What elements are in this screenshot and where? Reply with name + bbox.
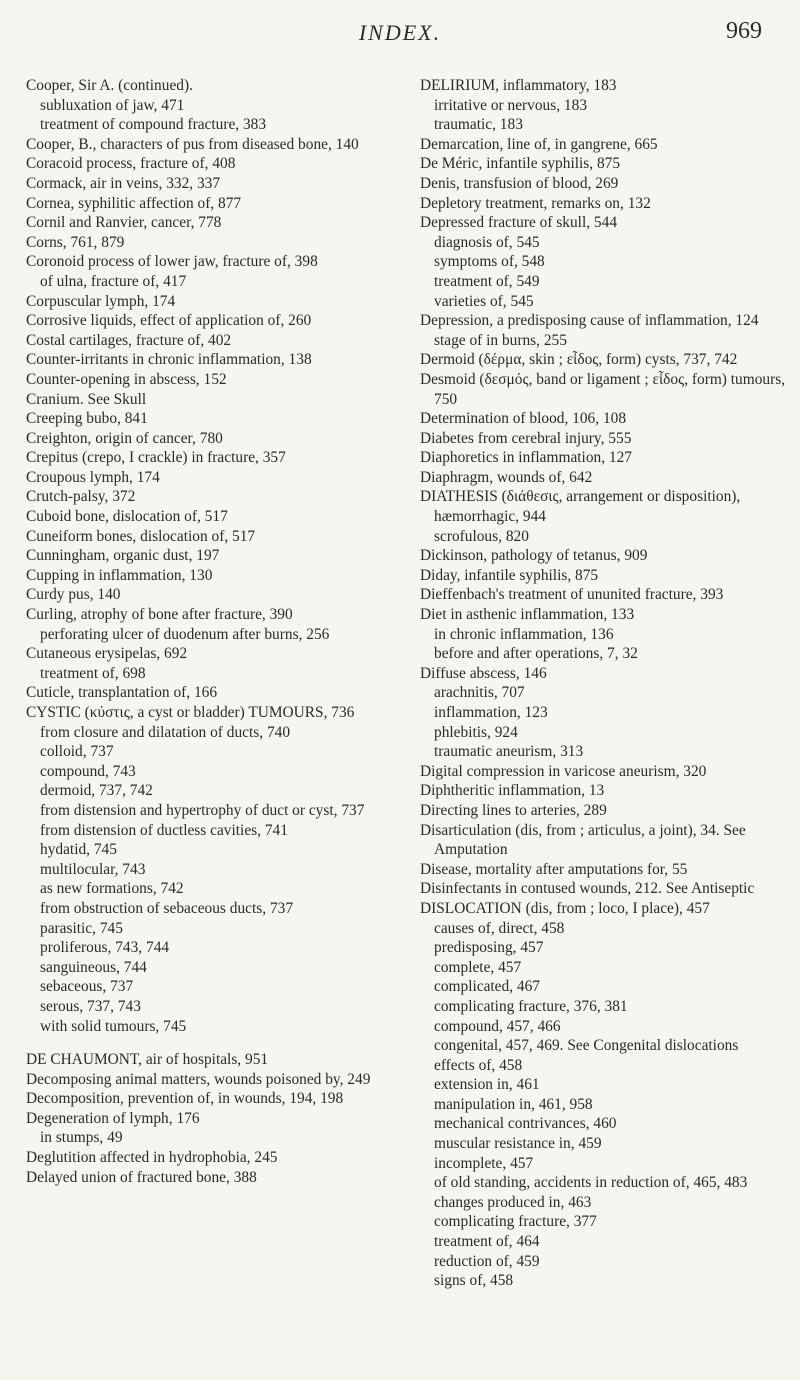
index-subentry: as new formations, 742 [40, 880, 184, 898]
index-subentry: in chronic inflammation, 136 [434, 625, 614, 643]
index-subentry: inflammation, 123 [434, 704, 548, 721]
index-subentry: effects of, 458 [434, 1056, 523, 1074]
index-subentry: arachnitis, 707 [434, 684, 525, 702]
index-subentry: stage of in burns, 255 [434, 331, 567, 349]
index-entry: Disease, mortality after amputations for, 55 [420, 860, 688, 878]
index-subentry: irritative or nervous, 183 [434, 96, 588, 114]
index-subentry: from distension and hypertrophy of duct or cyst, 737 [40, 801, 365, 819]
index-subentry: mechanical contrivances, 460 [434, 1115, 617, 1133]
index-subentry: complicating fracture, 377 [434, 1213, 597, 1231]
index-entry: Diabetes from cerebral injury, 555 [420, 429, 632, 447]
index-subentry: complicating fracture, 376, 381 [434, 997, 628, 1015]
index-entry: Cranium. See Skull [26, 390, 147, 408]
index-subentry: manipulation in, 461, 958 [434, 1095, 593, 1113]
index-subentry: of ulna, fracture of, 417 [40, 272, 187, 290]
index-entry: DIATHESIS (διάθεσις, arrangement or disposition), hæmorrhagic, 944 [420, 488, 741, 526]
index-subentry: scrofulous, 820 [434, 527, 529, 545]
index-subentry: from obstruction of sebaceous ducts, 737 [40, 899, 294, 917]
index-subentry: before and after operations, 7, 32 [434, 645, 638, 663]
index-entry: DELIRIUM, inflammatory, 183 [420, 77, 617, 94]
index-entry: Cuneiform bones, dislocation of, 517 [26, 527, 256, 545]
index-subentry: treatment of, 698 [40, 664, 146, 682]
index-entry: Diday, infantile syphilis, 875 [420, 566, 599, 584]
index-entry: Cooper, Sir A. (continued). [26, 77, 193, 94]
index-subentry: symptoms of, 548 [434, 253, 545, 271]
index-columns [26, 76, 786, 1291]
index-entry: Directing lines to arteries, 289 [420, 801, 607, 819]
index-entry: Creeping bubo, 841 [26, 410, 148, 428]
index-subentry: complicated, 467 [434, 978, 540, 996]
index-entry: Dieffenbach's treatment of ununited fracture, 393 [420, 586, 724, 604]
index-entry: Diaphoretics in inflammation, 127 [420, 449, 633, 467]
index-entry: Deglutition affected in hydrophobia, 245 [26, 1149, 278, 1167]
index-entry: Cornil and Ranvier, cancer, 778 [26, 214, 222, 232]
index-entry: Curling, atrophy of bone after fracture, 390 [26, 606, 293, 624]
index-entry: Dermoid (δέρμα, skin ; εἶδος, form) cysts, 737, 742 [420, 351, 738, 369]
index-subentry: from distension of ductless cavities, 741 [40, 821, 288, 839]
index-entry: CYSTIC (κύστις, a cyst or bladder) TUMOURS, 736 [26, 704, 355, 721]
index-entry: Crutch-palsy, 372 [26, 488, 136, 506]
index-subentry: predisposing, 457 [434, 939, 544, 957]
index-subentry: signs of, 458 [434, 1272, 514, 1290]
index-subentry: subluxation of jaw, 471 [40, 96, 185, 114]
index-entry: Diphtheritic inflammation, 13 [420, 782, 605, 800]
index-subentry: compound, 743 [40, 762, 136, 780]
index-entry: Corrosive liquids, effect of application of, 260 [26, 312, 312, 330]
index-subentry: dermoid, 737, 742 [40, 782, 153, 800]
index-subentry: parasitic, 745 [40, 919, 123, 937]
index-subentry: changes produced in, 463 [434, 1193, 592, 1211]
index-entry: Corns, 761, 879 [26, 233, 125, 251]
index-subentry: reduction of, 459 [434, 1252, 540, 1270]
index-entry: Digital compression in varicose aneurism, 320 [420, 762, 707, 780]
section-gap [26, 1036, 392, 1050]
index-subentry: traumatic, 183 [434, 116, 523, 134]
index-subentry: with solid tumours, 745 [40, 1017, 187, 1035]
index-subentry: varieties of, 545 [434, 292, 534, 310]
index-subentry: phlebitis, 924 [434, 723, 518, 741]
index-subentry: extension in, 461 [434, 1076, 540, 1094]
index-entry: Creighton, origin of cancer, 780 [26, 429, 223, 447]
index-entry: Curdy pus, 140 [26, 586, 121, 604]
index-entry: Desmoid (δεσμός, band or ligament ; εἶδος, form) tumours, 750 [420, 370, 786, 408]
index-entry: Counter-opening in abscess, 152 [26, 370, 227, 388]
index-entry: Cornea, syphilitic affection of, 877 [26, 194, 242, 212]
index-subentry: complete, 457 [434, 958, 522, 976]
index-subentry: congenital, 457, 469. See Congenital dislocations [434, 1037, 739, 1055]
page-header [0, 0, 800, 70]
index-subentry: sebaceous, 737 [40, 978, 134, 996]
index-subentry: serous, 737, 743 [40, 997, 141, 1015]
index-subentry: hydatid, 745 [40, 841, 117, 859]
index-subentry: in stumps, 49 [40, 1129, 123, 1147]
index-column-right [420, 76, 786, 1291]
index-entry: Cupping in inflammation, 130 [26, 566, 213, 584]
index-entry: Determination of blood, 106, 108 [420, 410, 627, 428]
index-entry: Depressed fracture of skull, 544 [420, 214, 618, 232]
index-entry: DE CHAUMONT, air of hospitals, 951 [26, 1051, 269, 1069]
page-number: 969 [726, 18, 762, 44]
index-entry: Corpuscular lymph, 174 [26, 292, 176, 310]
index-subentry: causes of, direct, 458 [434, 919, 565, 937]
index-entry: Cormack, air in veins, 332, 337 [26, 174, 221, 192]
index-subentry: treatment of compound fracture, 383 [40, 116, 267, 134]
index-entry: De Méric, infantile syphilis, 875 [420, 155, 621, 173]
index-entry: Denis, transfusion of blood, 269 [420, 174, 619, 192]
index-subentry: traumatic aneurism, 313 [434, 743, 584, 761]
index-subentry: proliferous, 743, 744 [40, 939, 170, 957]
index-entry: Decomposing animal matters, wounds poisoned by, 249 [26, 1070, 371, 1088]
index-entry: Delayed union of fractured bone, 388 [26, 1168, 257, 1186]
index-entry: Coronoid process of lower jaw, fracture of, 398 [26, 253, 318, 271]
index-entry: Cooper, B., characters of pus from diseased bone, 140 [26, 135, 359, 153]
index-subentry: treatment of, 549 [434, 272, 540, 290]
index-entry: Cuboid bone, dislocation of, 517 [26, 508, 228, 526]
index-entry: DISLOCATION (dis, from ; loco, I place), 457 [420, 899, 710, 917]
index-entry: Disinfectants in contused wounds, 212. See Antiseptic [420, 880, 755, 898]
index-entry: Depletory treatment, remarks on, 132 [420, 194, 651, 212]
index-entry: Disarticulation (dis, from ; articulus, a joint), 34. See Amputation [420, 821, 746, 859]
index-entry: Cutaneous erysipelas, 692 [26, 645, 188, 663]
index-subentry: sanguineous, 744 [40, 958, 147, 976]
index-subentry: treatment of, 464 [434, 1233, 540, 1251]
index-subentry: compound, 457, 466 [434, 1017, 561, 1035]
index-entry: Diet in asthenic inflammation, 133 [420, 606, 635, 624]
index-subentry: multilocular, 743 [40, 860, 146, 878]
index-entry: Counter-irritants in chronic inflammation, 138 [26, 351, 312, 369]
index-entry: Cunningham, organic dust, 197 [26, 547, 220, 565]
index-entry: Dickinson, pathology of tetanus, 909 [420, 547, 648, 565]
index-subentry: colloid, 737 [40, 743, 114, 761]
index-subentry: diagnosis of, 545 [434, 233, 540, 251]
index-entry: Decomposition, prevention of, in wounds, 194, 198 [26, 1090, 344, 1108]
index-entry: Cuticle, transplantation of, 166 [26, 684, 218, 702]
index-subentry: incomplete, 457 [434, 1154, 534, 1172]
index-entry: Coracoid process, fracture of, 408 [26, 155, 236, 173]
index-subentry: of old standing, accidents in reduction of, 465, 483 [434, 1174, 748, 1192]
index-entry: Costal cartilages, fracture of, 402 [26, 331, 232, 349]
index-entry: Demarcation, line of, in gangrene, 665 [420, 135, 658, 153]
index-subentry: muscular resistance in, 459 [434, 1135, 602, 1153]
index-entry: Diaphragm, wounds of, 642 [420, 468, 593, 486]
index-entry: Depression, a predisposing cause of inflammation, 124 [420, 312, 759, 330]
page-title: INDEX. [358, 20, 442, 45]
index-entry: Croupous lymph, 174 [26, 468, 160, 486]
index-subentry: from closure and dilatation of ducts, 740 [40, 723, 291, 741]
index-entry: Degeneration of lymph, 176 [26, 1109, 200, 1127]
index-entry: Diffuse abscess, 146 [420, 664, 547, 682]
index-entry: Crepitus (crepo, I crackle) in fracture, 357 [26, 449, 286, 467]
index-subentry: perforating ulcer of duodenum after burns, 256 [40, 625, 330, 643]
index-column-left [26, 76, 392, 1291]
